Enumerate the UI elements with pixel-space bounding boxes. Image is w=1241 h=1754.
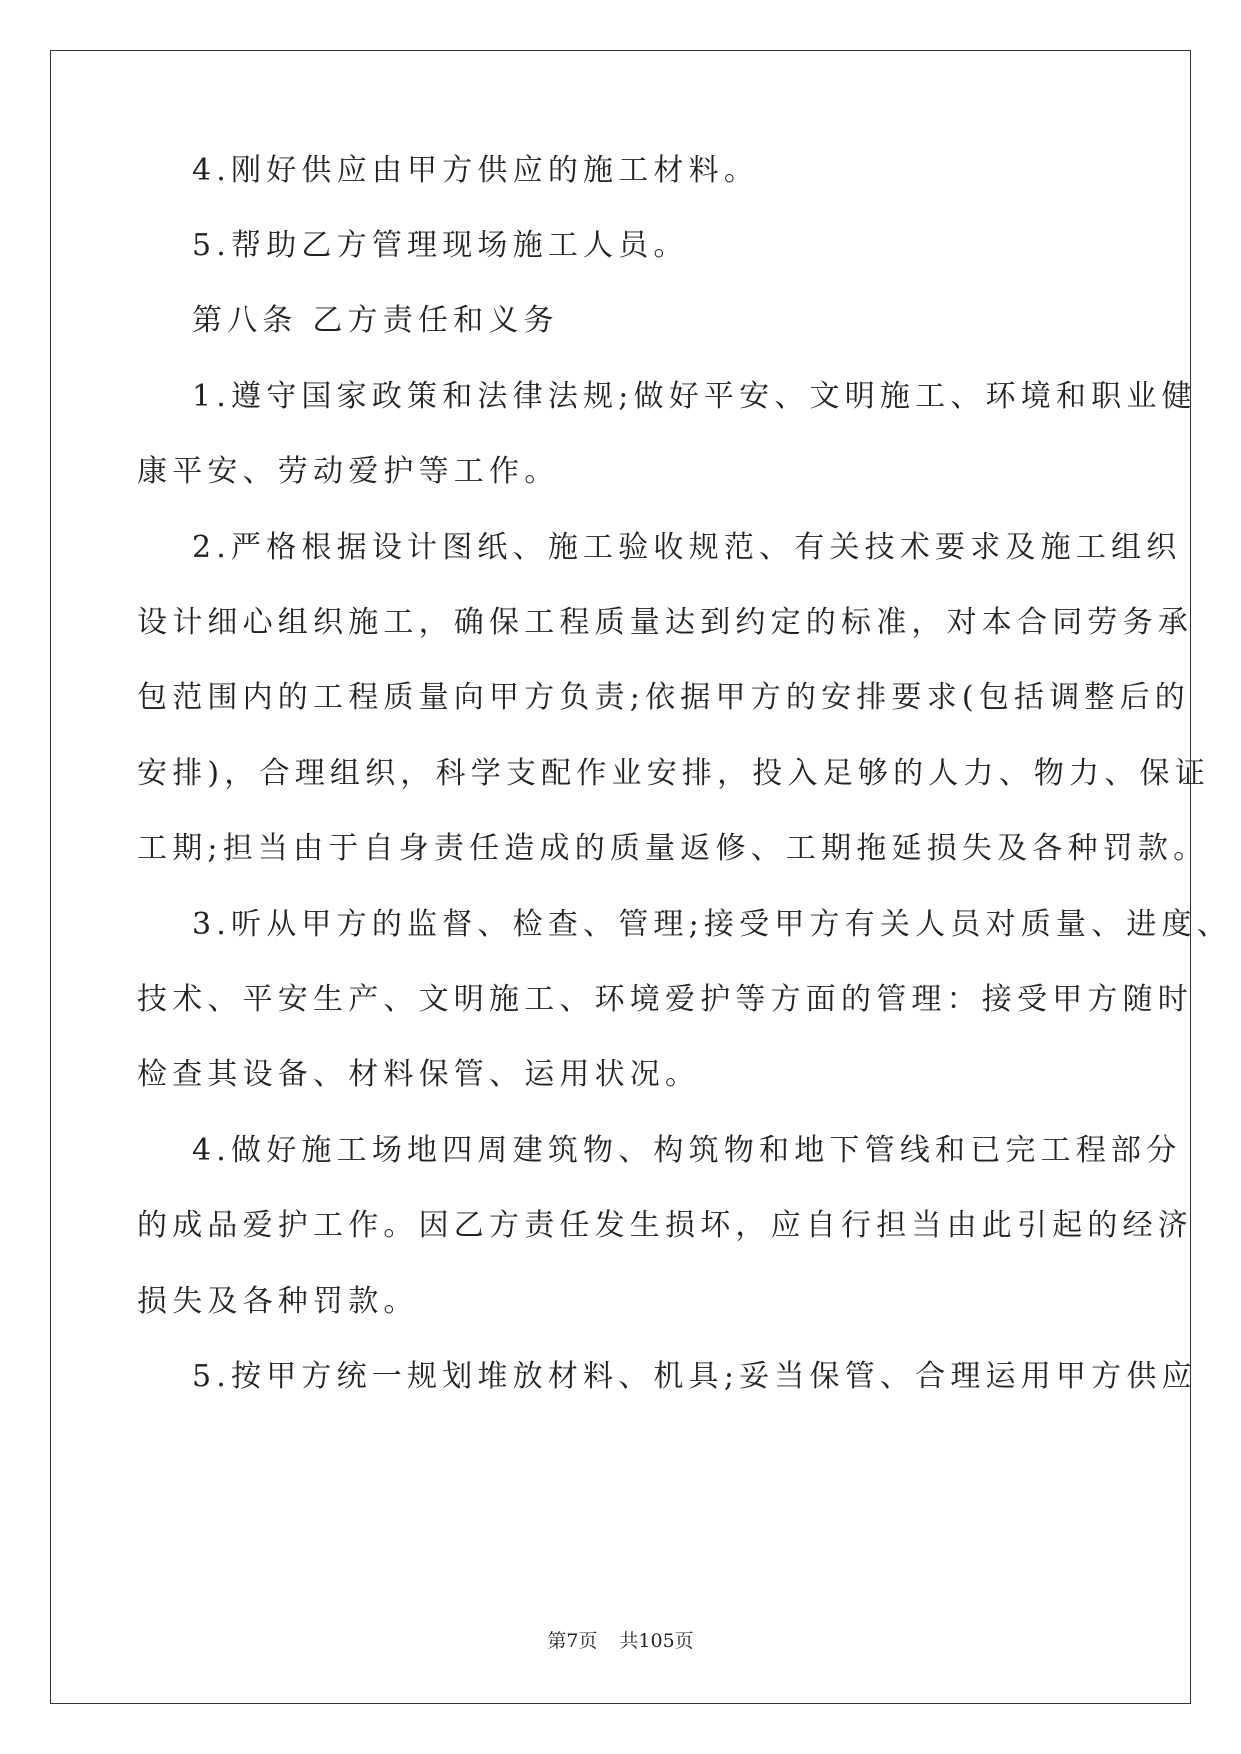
paragraph-line: 康平安、劳动爱护等工作。: [137, 454, 560, 489]
page-total: 共105页: [619, 1630, 694, 1652]
paragraph-line: 包范围内的工程质量向甲方负责;依据甲方的安排要求(包括调整后的: [137, 680, 1191, 715]
paragraph-line: 工期;担当由于自身责任造成的质量返修、工期拖延损失及各种罚款。: [137, 831, 1209, 866]
paragraph-line: 4.刚好供应由甲方供应的施工材料。: [192, 153, 760, 188]
paragraph-line: 的成品爱护工作。因乙方责任发生损坏，应自行担当由此引起的经济: [137, 1208, 1193, 1243]
paragraph-line: 4.做好施工场地四周建筑物、构筑物和地下管线和已完工程部分: [192, 1133, 1182, 1168]
paragraph-line: 损失及各种罚款。: [137, 1284, 419, 1319]
paragraph-line: 设计细心组织施工，确保工程质量达到约定的标准，对本合同劳务承: [137, 605, 1193, 640]
paragraph-line: 5.按甲方统一规划堆放材料、机具;妥当保管、合理运用甲方供应: [192, 1359, 1197, 1394]
section-heading: 第八条 乙方责任和义务: [192, 303, 559, 338]
paragraph-line: 安排)，合理组织，科学支配作业安排，投入足够的人力、物力、保证: [137, 756, 1210, 791]
paragraph-line: 技术、平安生产、文明施工、环境爱护等方面的管理：接受甲方随时: [137, 982, 1193, 1017]
paragraph-line: 5.帮助乙方管理现场施工人员。: [192, 228, 689, 263]
paragraph-line: 3.听从甲方的监督、检查、管理;接受甲方有关人员对质量、进度、: [192, 907, 1232, 942]
paragraph-line: 2.严格根据设计图纸、施工验收规范、有关技术要求及施工组织: [192, 530, 1182, 565]
paragraph-line: 1.遵守国家政策和法律法规;做好平安、文明施工、环境和职业健: [192, 379, 1197, 414]
page-number: 第7页: [547, 1630, 598, 1652]
page-border: [50, 50, 1191, 1704]
paragraph-line: 检查其设备、材料保管、运用状况。: [137, 1057, 701, 1092]
page-footer: [0, 1629, 1241, 1653]
